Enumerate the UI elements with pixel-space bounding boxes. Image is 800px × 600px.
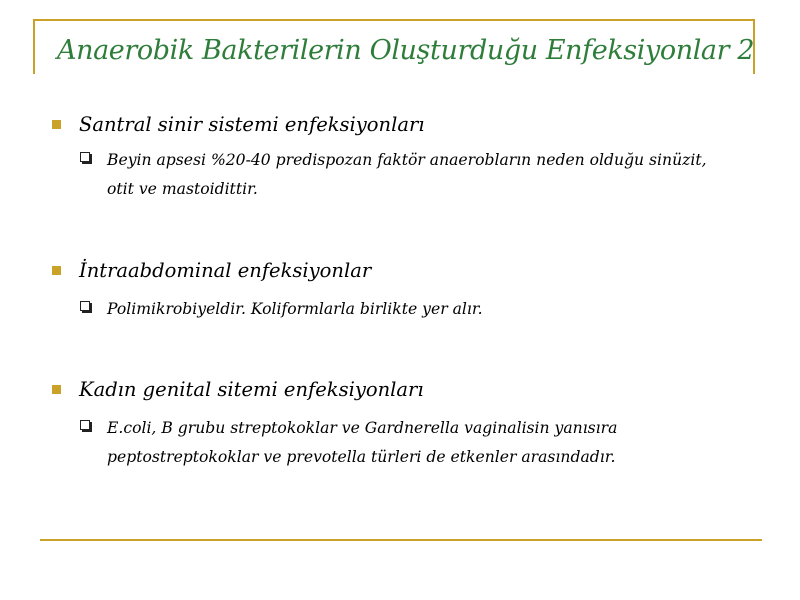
sub-bullet-text: E.coli, B grubu streptokoklar ve Gardnerella vaginalisin yanısıra peptostreptokoklar ve prevotella türleri de etkenler arasındadır. [107, 419, 618, 466]
bullet-text: Santral sinir sistemi enfeksiyonları [79, 113, 425, 136]
title-frame-top [33, 19, 755, 21]
square-bullet-icon [52, 266, 61, 275]
sub-bullet-text: Beyin apsesi %20-40 predispozan faktör anaerobların neden olduğu sinüzit, otit ve mastoidittir. [107, 151, 707, 198]
hollow-square-bullet-icon [80, 152, 90, 162]
bullet-text: Kadın genital sitemi enfeksiyonları [79, 378, 424, 401]
square-bullet-icon [52, 120, 61, 129]
bottom-divider [40, 539, 762, 541]
slide-title: Anaerobik Bakterilerin Oluşturduğu Enfeksiyonlar 2 [57, 35, 755, 66]
sub-bullet-text: Polimikrobiyeldir. Koliformlarla birlikte yer alır. [107, 300, 483, 318]
title-frame-left [33, 19, 35, 74]
hollow-square-bullet-icon [80, 420, 90, 430]
square-bullet-icon [52, 385, 61, 394]
hollow-square-bullet-icon [80, 301, 90, 311]
bullet-text: İntraabdominal enfeksiyonlar [79, 259, 372, 282]
